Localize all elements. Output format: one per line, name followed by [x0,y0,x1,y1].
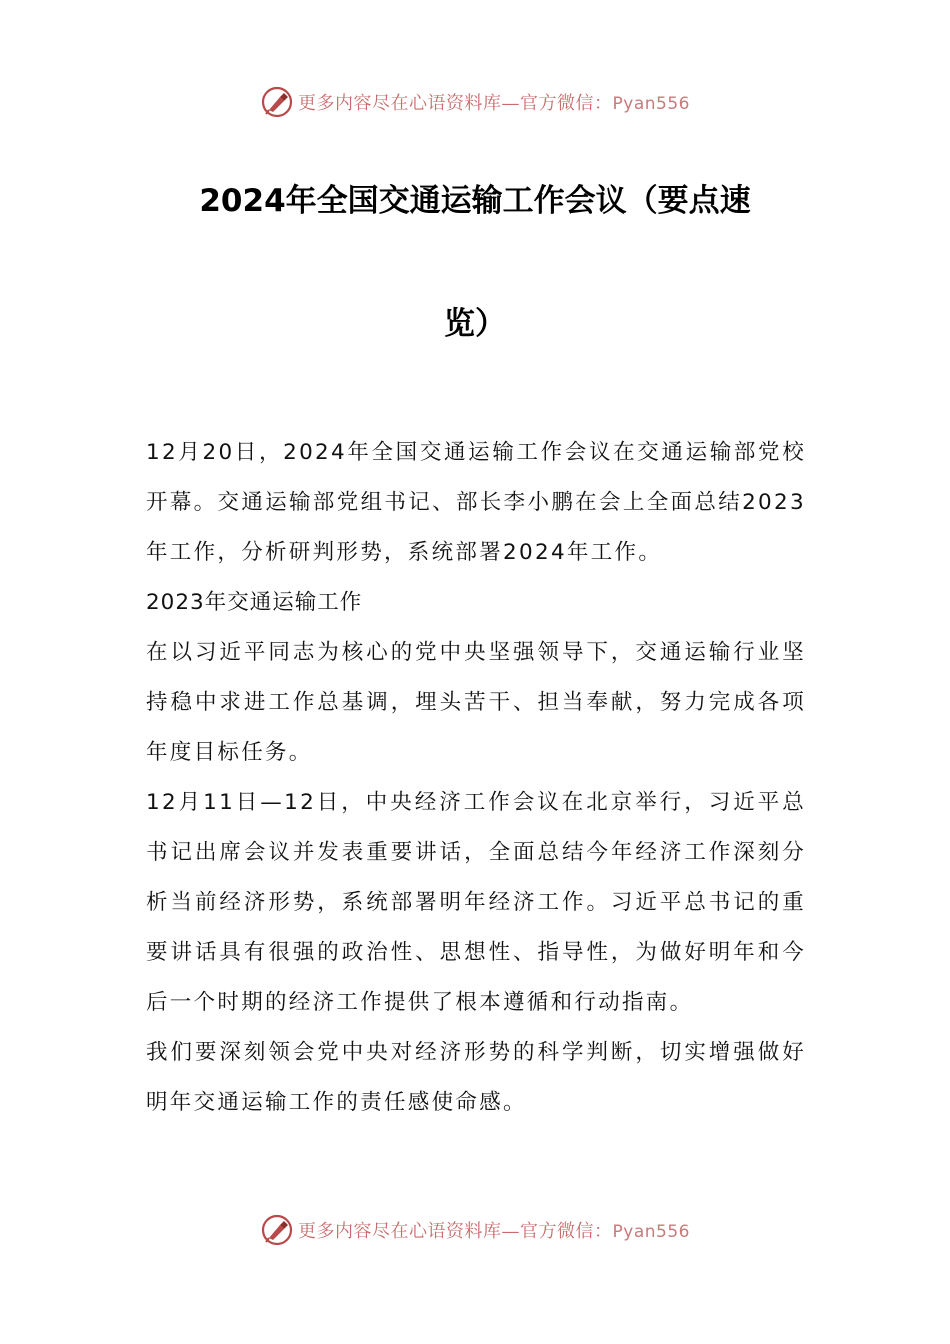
pen-nib-logo-icon [260,85,294,119]
banner-text: 更多内容尽在心语资料库—官方微信：Pyan556 [298,93,690,114]
paragraph-responsibility: 我们要深刻领会党中央对经济形势的科学判断，切实增强做好明年交通运输工作的责任感使命感。 [146,1040,806,1115]
wechat-id: Pyan556 [612,1222,690,1242]
pen-nib-logo-icon [260,1213,294,1247]
document-title-line-2: 览） [444,306,506,342]
paragraph-meeting-opening: 12月20日，2024年全国交通运输工作会议在交通运输部党校开幕。交通运输部党组书记、部长李小鹏在会上全面总结2023年工作，分析研判形势，系统部署2024年工作。 [146,440,806,565]
banner-text: 更多内容尽在心语资料库—官方微信：Pyan556 [298,1221,690,1242]
section-heading-2023-work: 2023年交通运输工作 [146,590,363,615]
document-title-line-1: 2024年全国交通运输工作会议（要点速 [199,183,751,219]
document-body [146,428,806,1128]
footer-watermark-banner [0,1210,950,1250]
wechat-id: Pyan556 [612,94,690,114]
paragraph-industry-progress: 在以习近平同志为核心的党中央坚强领导下，交通运输行业坚持稳中求进工作总基调，埋头苦干、担当奉献，努力完成各项年度目标任务。 [146,640,806,765]
header-watermark-banner [0,82,950,122]
paragraph-economic-conference: 12月11日—12日，中央经济工作会议在北京举行，习近平总书记出席会议并发表重要讲话，全面总结今年经济工作深刻分析当前经济形势，系统部署明年经济工作。习近平总书记的重要讲话具有很强的政治性、思想性、指导性，为做好明年和今后一个时期的经济工作提供了根本遵循和行动指南。 [146,790,806,1015]
